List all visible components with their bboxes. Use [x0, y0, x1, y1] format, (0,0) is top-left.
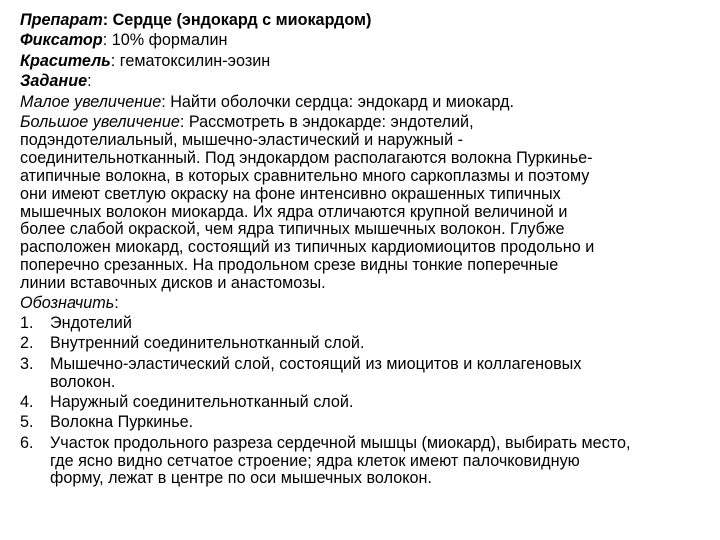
low-mag-label: Малое увеличение — [20, 92, 162, 111]
list-item-number: 4. — [20, 392, 34, 411]
high-mag-line-6: более слабой окраской, чем ядра типичных мышечных волокон. Глубже — [20, 220, 565, 239]
stain-value: гематоксилин-эозин — [119, 51, 271, 70]
high-mag-line-0: Рассмотреть в эндокарде: эндотелий, — [188, 113, 474, 132]
fixative-label: Фиксатор — [20, 31, 103, 50]
list-item-text: Эндотелий — [50, 314, 132, 333]
preparation-label: Препарат — [20, 11, 103, 29]
high-mag-line-1: подэндотелиальный, мышечно-эластический и наружный - — [20, 131, 463, 150]
high-mag-line-3: атипичные волокна, в которых сравнительно много саркоплазмы и поэтому — [20, 167, 590, 186]
list-item-text-cont: где ясно видно сетчатое строение; ядра клеток имеют палочковидную — [50, 451, 580, 470]
list-item-text: Наружный соединительнотканный слой. — [50, 392, 354, 411]
task-line: Задание: — [20, 72, 92, 91]
designate-list — [20, 313, 706, 488]
list-item-number: 1. — [20, 314, 34, 333]
high-mag-label: Большое увеличение — [20, 113, 180, 132]
low-mag-line: Малое увеличение: Найти оболочки сердца: эндокард и миокард. — [20, 92, 514, 111]
list-item-number: 3. — [20, 354, 34, 373]
list-item-number: 5. — [20, 413, 34, 432]
high-mag-line-5: мышечных волокон миокарда. Их ядра отличаются крупной величиной и — [20, 202, 568, 221]
designate-line: Обозначить: — [20, 293, 119, 312]
list-item — [20, 433, 706, 488]
high-mag-line-4: они имеют светлую окраску на фоне интенсивно окрашенных типичных — [20, 184, 561, 203]
preparation-line: Препарат: Сердце (эндокард с миокардом) — [20, 11, 372, 29]
list-item-text-cont: форму, лежат в центре по оси мышечных волокон. — [50, 469, 432, 488]
list-item-text: Участок продольного разреза сердечной мышцы (миокард), выбирать место, — [50, 433, 631, 452]
high-mag-line-8: поперечно срезанных. На продольном срезе видны тонкие поперечные — [20, 256, 559, 275]
list-item-text: Мышечно-эластический слой, состоящий из миоцитов и коллагеновых — [50, 354, 582, 373]
high-mag-paragraph: Большое увеличение: Рассмотреть в эндокарде: эндотелий, подэндотелиальный, мышечно-эластический и наружный - соединительнотканный. Под эндокардом располагаются волокна Пуркинье- атипичные волокна, в которых сравнительно много саркоплазмы и поэтому они имеют светлую окраску на фоне интенсивно окрашенных типичных мышечных волокон миокарда. Их ядра отличаются крупной величиной и более слабой окраской, чем ядра типичных мышечных волокон. Глубже расположен миокард, состоящий из типичных кардиомиоцитов продольно и поперечно срезанных. На продольном срезе видны тонкие поперечные линии вставочных дисков и анастомозы. — [20, 112, 706, 293]
list-item-text: Волокна Пуркинье. — [50, 413, 194, 432]
fixative-line: Фиксатор: 10% формалин — [20, 31, 228, 50]
list-item — [20, 333, 706, 353]
fixative-value: 10% формалин — [111, 31, 228, 50]
high-mag-line-9: линии вставочных дисков и анастомозы. — [20, 273, 326, 292]
list-item — [20, 412, 706, 432]
list-item — [20, 313, 706, 333]
designate-label: Обозначить — [20, 293, 115, 312]
high-mag-line-7: расположен миокард, состоящий из типичных кардиомиоцитов продольно и — [20, 238, 595, 257]
task-label: Задание — [20, 72, 88, 91]
list-item-number: 6. — [20, 433, 34, 452]
low-mag-value: Найти оболочки сердца: эндокард и миокард. — [170, 92, 514, 111]
list-item-text: Внутренний соединительнотканный слой. — [50, 334, 365, 353]
list-item-number: 2. — [20, 334, 34, 353]
stain-label: Краситель — [20, 51, 111, 70]
high-mag-line-2: соединительнотканный. Под эндокардом располагаются волокна Пуркинье- — [20, 149, 593, 168]
list-item-text-cont: волокон. — [50, 373, 116, 392]
preparation-value: Сердце (эндокард с миокардом) — [112, 11, 372, 29]
stain-line: Краситель: гематоксилин-эозин — [20, 51, 271, 70]
list-item — [20, 354, 706, 392]
list-item — [20, 392, 706, 412]
